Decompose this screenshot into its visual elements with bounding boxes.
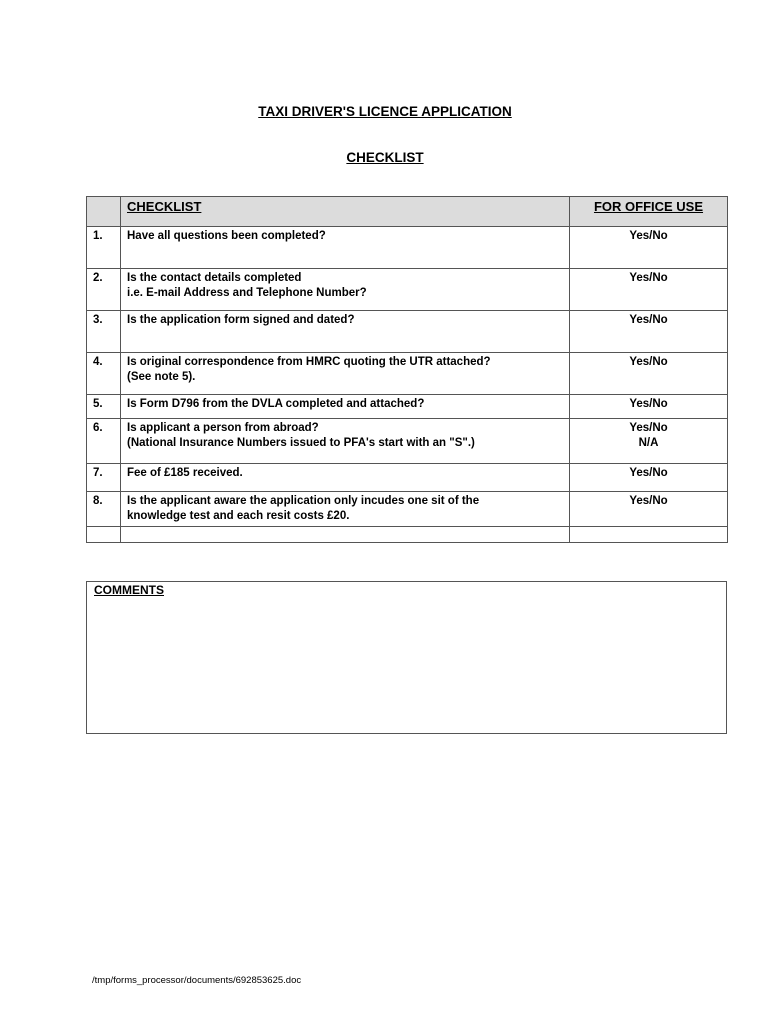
document-title: TAXI DRIVER'S LICENCE APPLICATION — [258, 104, 512, 119]
row-question — [121, 311, 570, 353]
table-row — [87, 227, 728, 269]
table-row — [87, 269, 728, 311]
empty-cell — [121, 527, 570, 543]
checklist-table — [86, 196, 728, 543]
question-line: Have all questions been completed? — [127, 230, 326, 242]
row-number: 2. — [87, 269, 121, 311]
header-office-use: FOR OFFICE USE — [570, 197, 728, 227]
document-subtitle: CHECKLIST — [346, 150, 424, 165]
question-line: i.e. E-mail Address and Telephone Number? — [127, 287, 367, 299]
row-question — [121, 395, 570, 419]
row-question — [121, 353, 570, 395]
row-office-use — [570, 464, 728, 492]
row-number: 6. — [87, 419, 121, 464]
row-office-use — [570, 419, 728, 464]
office-value: Yes/No — [629, 356, 668, 368]
row-office-use — [570, 492, 728, 527]
table-header-row — [87, 197, 728, 227]
question-line: Fee of £185 received. — [127, 467, 243, 479]
row-number: 1. — [87, 227, 121, 269]
office-value: Yes/No — [629, 398, 668, 410]
question-line: (National Insurance Numbers issued to PFA's start with an "S".) — [127, 437, 475, 449]
row-number: 7. — [87, 464, 121, 492]
office-value: Yes/No — [629, 495, 668, 507]
question-line: Is applicant a person from abroad? — [127, 422, 319, 434]
question-line: Is Form D796 from the DVLA completed and attached? — [127, 398, 425, 410]
header-num — [87, 197, 121, 227]
table-row — [87, 395, 728, 419]
table-row — [87, 464, 728, 492]
office-value: N/A — [638, 437, 659, 449]
office-value: Yes/No — [629, 467, 668, 479]
row-number: 3. — [87, 311, 121, 353]
empty-row — [87, 527, 728, 543]
table-row — [87, 311, 728, 353]
row-question — [121, 464, 570, 492]
question-line: Is the applicant aware the application only incudes one sit of the — [127, 495, 480, 507]
row-question — [121, 492, 570, 527]
table-row — [87, 419, 728, 464]
empty-cell — [570, 527, 728, 543]
table-row — [87, 492, 728, 527]
comments-box[interactable] — [86, 581, 727, 734]
row-office-use — [570, 311, 728, 353]
empty-cell — [87, 527, 121, 543]
question-line: Is original correspondence from HMRC quoting the UTR attached? — [127, 356, 491, 368]
comments-label: COMMENTS — [94, 583, 164, 597]
office-value: Yes/No — [629, 230, 668, 242]
question-line: Is the contact details completed — [127, 272, 302, 284]
header-checklist: CHECKLIST — [121, 197, 570, 227]
question-line: (See note 5). — [127, 371, 196, 383]
row-office-use — [570, 269, 728, 311]
table-row — [87, 353, 728, 395]
row-office-use — [570, 395, 728, 419]
row-office-use — [570, 227, 728, 269]
row-number: 5. — [87, 395, 121, 419]
row-question — [121, 419, 570, 464]
row-number: 4. — [87, 353, 121, 395]
row-number: 8. — [87, 492, 121, 527]
footer-path: /tmp/forms_processor/documents/692853625.doc — [92, 975, 302, 986]
row-office-use — [570, 353, 728, 395]
office-value: Yes/No — [629, 272, 668, 284]
question-line: knowledge test and each resit costs £20. — [127, 510, 350, 522]
row-question — [121, 269, 570, 311]
office-value: Yes/No — [629, 314, 668, 326]
office-value: Yes/No — [629, 422, 668, 434]
question-line: Is the application form signed and dated? — [127, 314, 355, 326]
row-question — [121, 227, 570, 269]
